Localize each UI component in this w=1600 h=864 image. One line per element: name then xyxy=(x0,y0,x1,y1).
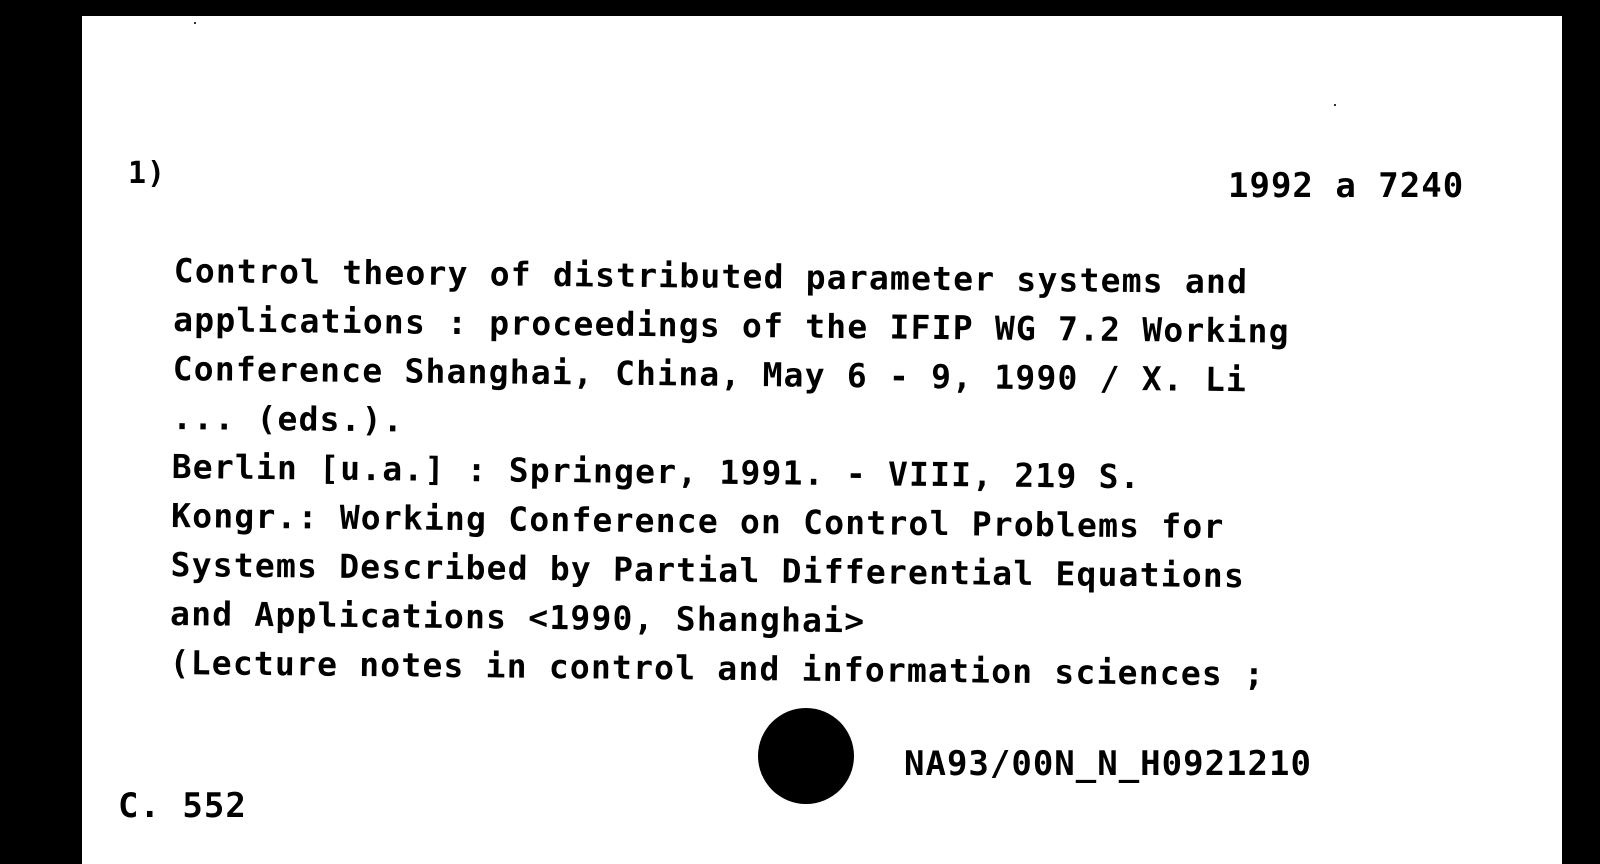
punch-hole xyxy=(758,708,854,804)
accession-number: 1992 a 7240 xyxy=(1228,166,1465,206)
conference-line: and Applications <1990, Shanghai> xyxy=(169,593,866,641)
title-line: Control theory of distributed parameter systems and xyxy=(173,250,1249,302)
bibliographic-entry xyxy=(169,246,1290,699)
catalog-card xyxy=(82,16,1562,864)
editors-line: ... (eds.). xyxy=(171,397,405,440)
line-number: 1) xyxy=(128,156,167,191)
shelf-mark: C. 552 xyxy=(118,786,247,826)
series-line: (Lecture notes in control and information sciences ; xyxy=(169,642,1266,694)
record-id: NA93/00N_N_H0921210 xyxy=(904,744,1312,784)
scan-speck xyxy=(194,22,196,24)
imprint-line: Berlin [u.a.] : Springer, 1991. - VIII, 219 S. xyxy=(171,446,1141,497)
title-line: Conference Shanghai, China, May 6 - 9, 1990 / X. Li xyxy=(172,348,1248,400)
title-line: applications : proceedings of the IFIP WG 7.2 Working xyxy=(173,299,1290,351)
conference-line: Kongr.: Working Conference on Control Problems for xyxy=(170,495,1225,547)
scan-speck xyxy=(1334,104,1336,106)
conference-line: Systems Described by Partial Differential Equations xyxy=(170,544,1246,596)
